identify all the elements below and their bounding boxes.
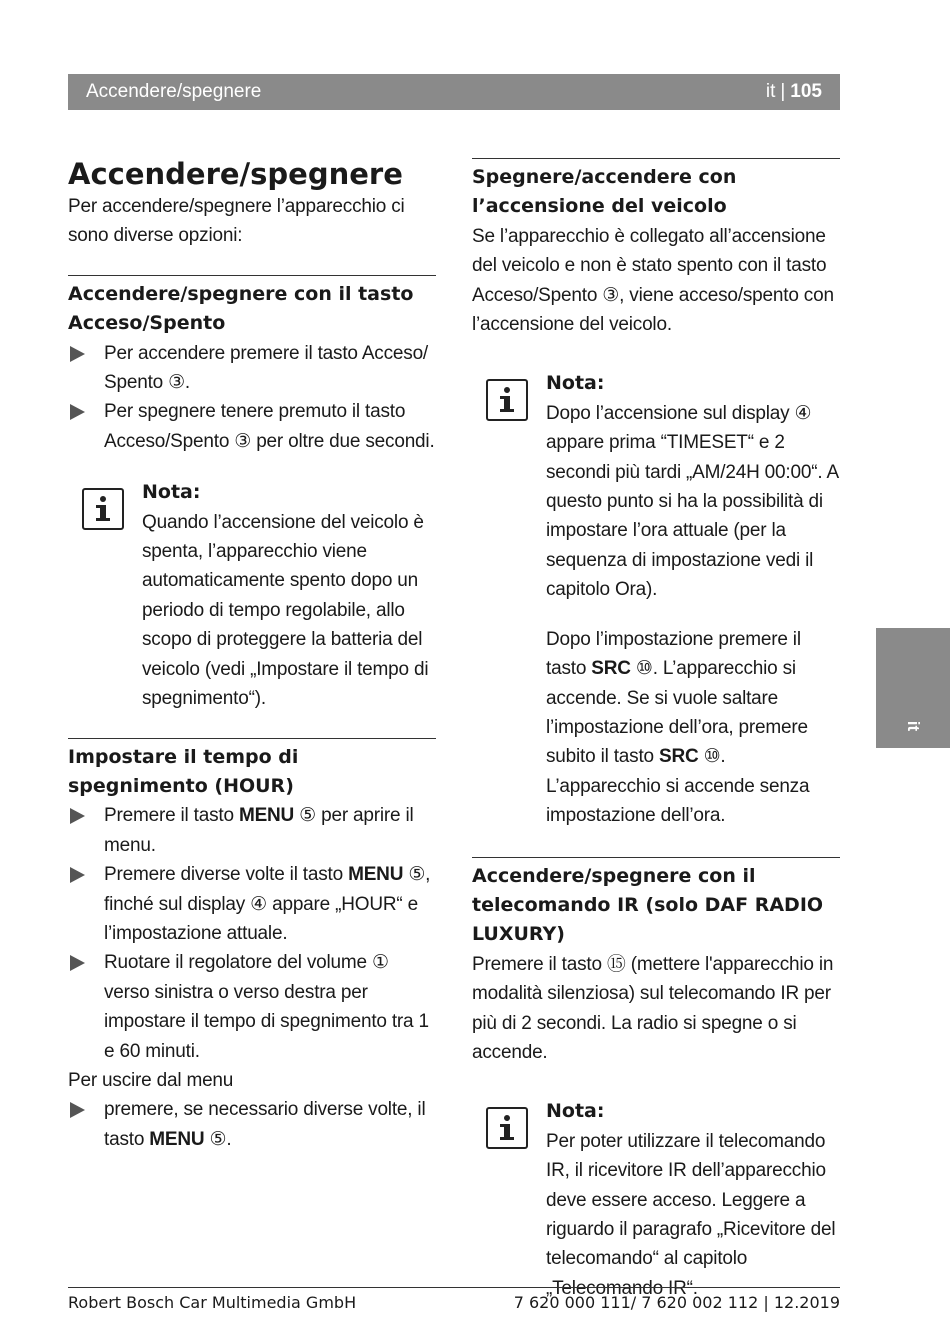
info-icon [486,1107,528,1149]
bullet-arrow-icon [70,955,85,971]
note-ir-receiver [472,1097,840,1303]
bullet-list [68,1095,436,1154]
menu-key-label: MENU [149,1128,205,1150]
side-tab-label: it [903,720,923,732]
note-text: Quando l’accensione del veicolo è spenta, l’apparecchio viene automaticamente spento dopo un periodo di tempo regolabile, allo scopo di proteggere la batteria del veicolo (vedi „Impostare il tempo di spegnimento“). [142,511,429,710]
bullet-arrow-icon [70,867,85,883]
intro-text: Per accendere/spegnere l’apparecchio ci sono diverse opzioni: [68,196,405,247]
note-ignition-off [68,478,436,713]
info-icon [486,379,528,421]
src-key-label: SRC [658,746,699,768]
footer-company: Robert Bosch Car Multimedia GmbH [68,1293,357,1312]
note-text: Dopo l’impostazione premere il tasto SRC ⑩. L’apparecchio si accende. Se si vuole saltare l’impostazione dell’ora, premere subito il tasto SRC ⑩. L’apparecchio si accende senza impostazione dell’ora. [546,628,810,827]
left-column [68,150,436,1154]
page-title: Accendere/spegnere [68,157,403,191]
exit-menu-text: Per uscire dal menu [68,1069,234,1091]
header-page [766,81,822,103]
section-vehicle-ignition [472,158,840,339]
section-title: Accendere/spegnere con il telecomando IR (solo DAF RADIO LUXURY) [472,864,824,946]
note-text: Dopo l’accensione sul display ④ appare prima “TIMESET“ e 2 secondi più tardi „AM/24H 00:00“. A questo punto si ha la possibilità di impostare l’ora attuale (per la sequenza di impostazione vedi il capitolo Ora). [546,402,838,601]
section-title: Accendere/spegnere con il tasto Acceso/Spento [68,282,414,335]
list-item: Per accendere premere il tasto Acceso/ Spento ③. [68,339,436,398]
page-footer [68,1287,840,1314]
info-icon [82,488,124,530]
bullet-list [68,801,436,1066]
note-title: Nota: [546,1100,605,1123]
header-title: Accendere/spegnere [86,81,262,102]
list-item: Ruotare il regolatore del volume ① verso sinistra o verso destra per impostare il tempo di spegnimento tra 1 e 60 minuti. [68,948,436,1066]
bullet-arrow-icon [70,1102,85,1118]
page-number: 105 [790,81,822,102]
running-header [68,74,840,110]
section-title: Impostare il tempo di spegnimento (HOUR) [68,745,299,797]
list-item: premere, se necessario diverse volte, il tasto MENU ⑤. [68,1095,436,1154]
section-text: Se l’apparecchio è collegato all’accensione del veicolo e non è stato spento con il tasto Acceso/Spento ③, viene acceso/spento con l’accensione del veicolo. [472,225,834,336]
bullet-arrow-icon [70,808,85,824]
list-item: Per spegnere tenere premuto il tasto Acceso/Spento ③ per oltre due secondi. [68,397,436,456]
bullet-list [68,339,436,457]
language-side-tab [876,628,950,748]
bullet-arrow-icon [70,346,85,362]
note-title: Nota: [142,481,201,504]
right-column [472,150,840,1303]
bullet-arrow-icon [70,404,85,420]
section-ir-remote [472,857,840,1068]
note-title: Nota: [546,372,605,395]
list-item: Premere diverse volte il tasto MENU ⑤, finché sul display ④ appare „HOUR“ e l’impostazione attuale. [68,860,436,948]
header-lang: it [765,81,776,102]
list-item: Premere il tasto MENU ⑤ per aprire il menu. [68,801,436,860]
footer-doc-number: 7 620 000 111/ 7 620 002 112 | 12.2019 [513,1293,840,1312]
section-text: Premere il tasto ⑮ (mettere l'apparecchio in modalità silenziosa) sul telecomando IR per più di 2 secondi. La radio si spegne o si accende. [472,953,834,1063]
menu-key-label: MENU [348,864,404,886]
src-key-label: SRC [591,658,631,680]
section-title: Spegnere/accendere con l’accensione del veicolo [472,166,737,218]
section-off-time [68,738,436,1155]
note-text: Per poter utilizzare il telecomando IR, il ricevitore IR dell’apparecchio deve essere acceso. Leggere a riguardo il paragrafo „Ricevitore del telecomando“ al capitolo „Telecomando IR“. [546,1130,836,1299]
menu-key-label: MENU [238,805,295,827]
note-timeset [472,369,840,830]
header-separator: | [780,81,786,102]
section-power-button [68,275,436,456]
